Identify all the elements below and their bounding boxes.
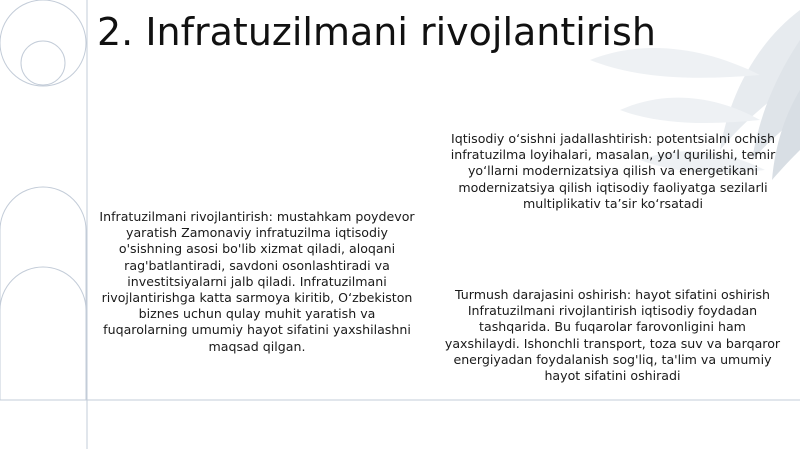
arch-shape-lower: [0, 267, 86, 400]
infrastructure-development-text: Infratuzilmani rivojlantirish: mustahkam poydevor yaratish Zamonaviy infratuzilma iqtisodiy o'sishning asosi bo'lib xizmat qiladi, aloqani rag'batlantiradi, savdoni osonlashtiradi va investitsiyalarni jalb qiladi. Infratuzilmani rivojlantirishga katta sarmoya kiritib, O‘zbekiston biznes uchun qulay muhit yaratish va fuqarolarning umumiy hayot sifatini yaxshilashni maqsad qilgan.: [99, 209, 415, 354]
living-standards-text: Turmush darajasini oshirish: hayot sifatini oshirish Infratuzilmani rivojlantirish iqtisodiy foydadan tashqarida. Bu fuqarolar farovonligini ham yaxshilaydi. Ishonchli transport, toza suv va barqaror energiyadan foydalanish sog'liq, ta'lim va umumiy hayot sifatini oshiradi: [444, 287, 781, 384]
slide-title: 2. Infratuzilmani rivojlantirish: [97, 10, 656, 54]
economic-growth-text: Iqtisodiy o‘sishni jadallashtirish: potentsialni ochish infratuzilma loyihalari, masalan, yo‘l qurilishi, temir yo‘llarni modernizatsiya qilish va energetikani modernizatsiya qilish iqtisodiy faoliyatga sezilarli multiplikativ ta’sir ko‘rsatadi: [450, 131, 776, 211]
inner-circle-top: [21, 41, 65, 85]
arch-shape-middle: [0, 187, 86, 400]
outer-circle-top: [0, 0, 86, 86]
